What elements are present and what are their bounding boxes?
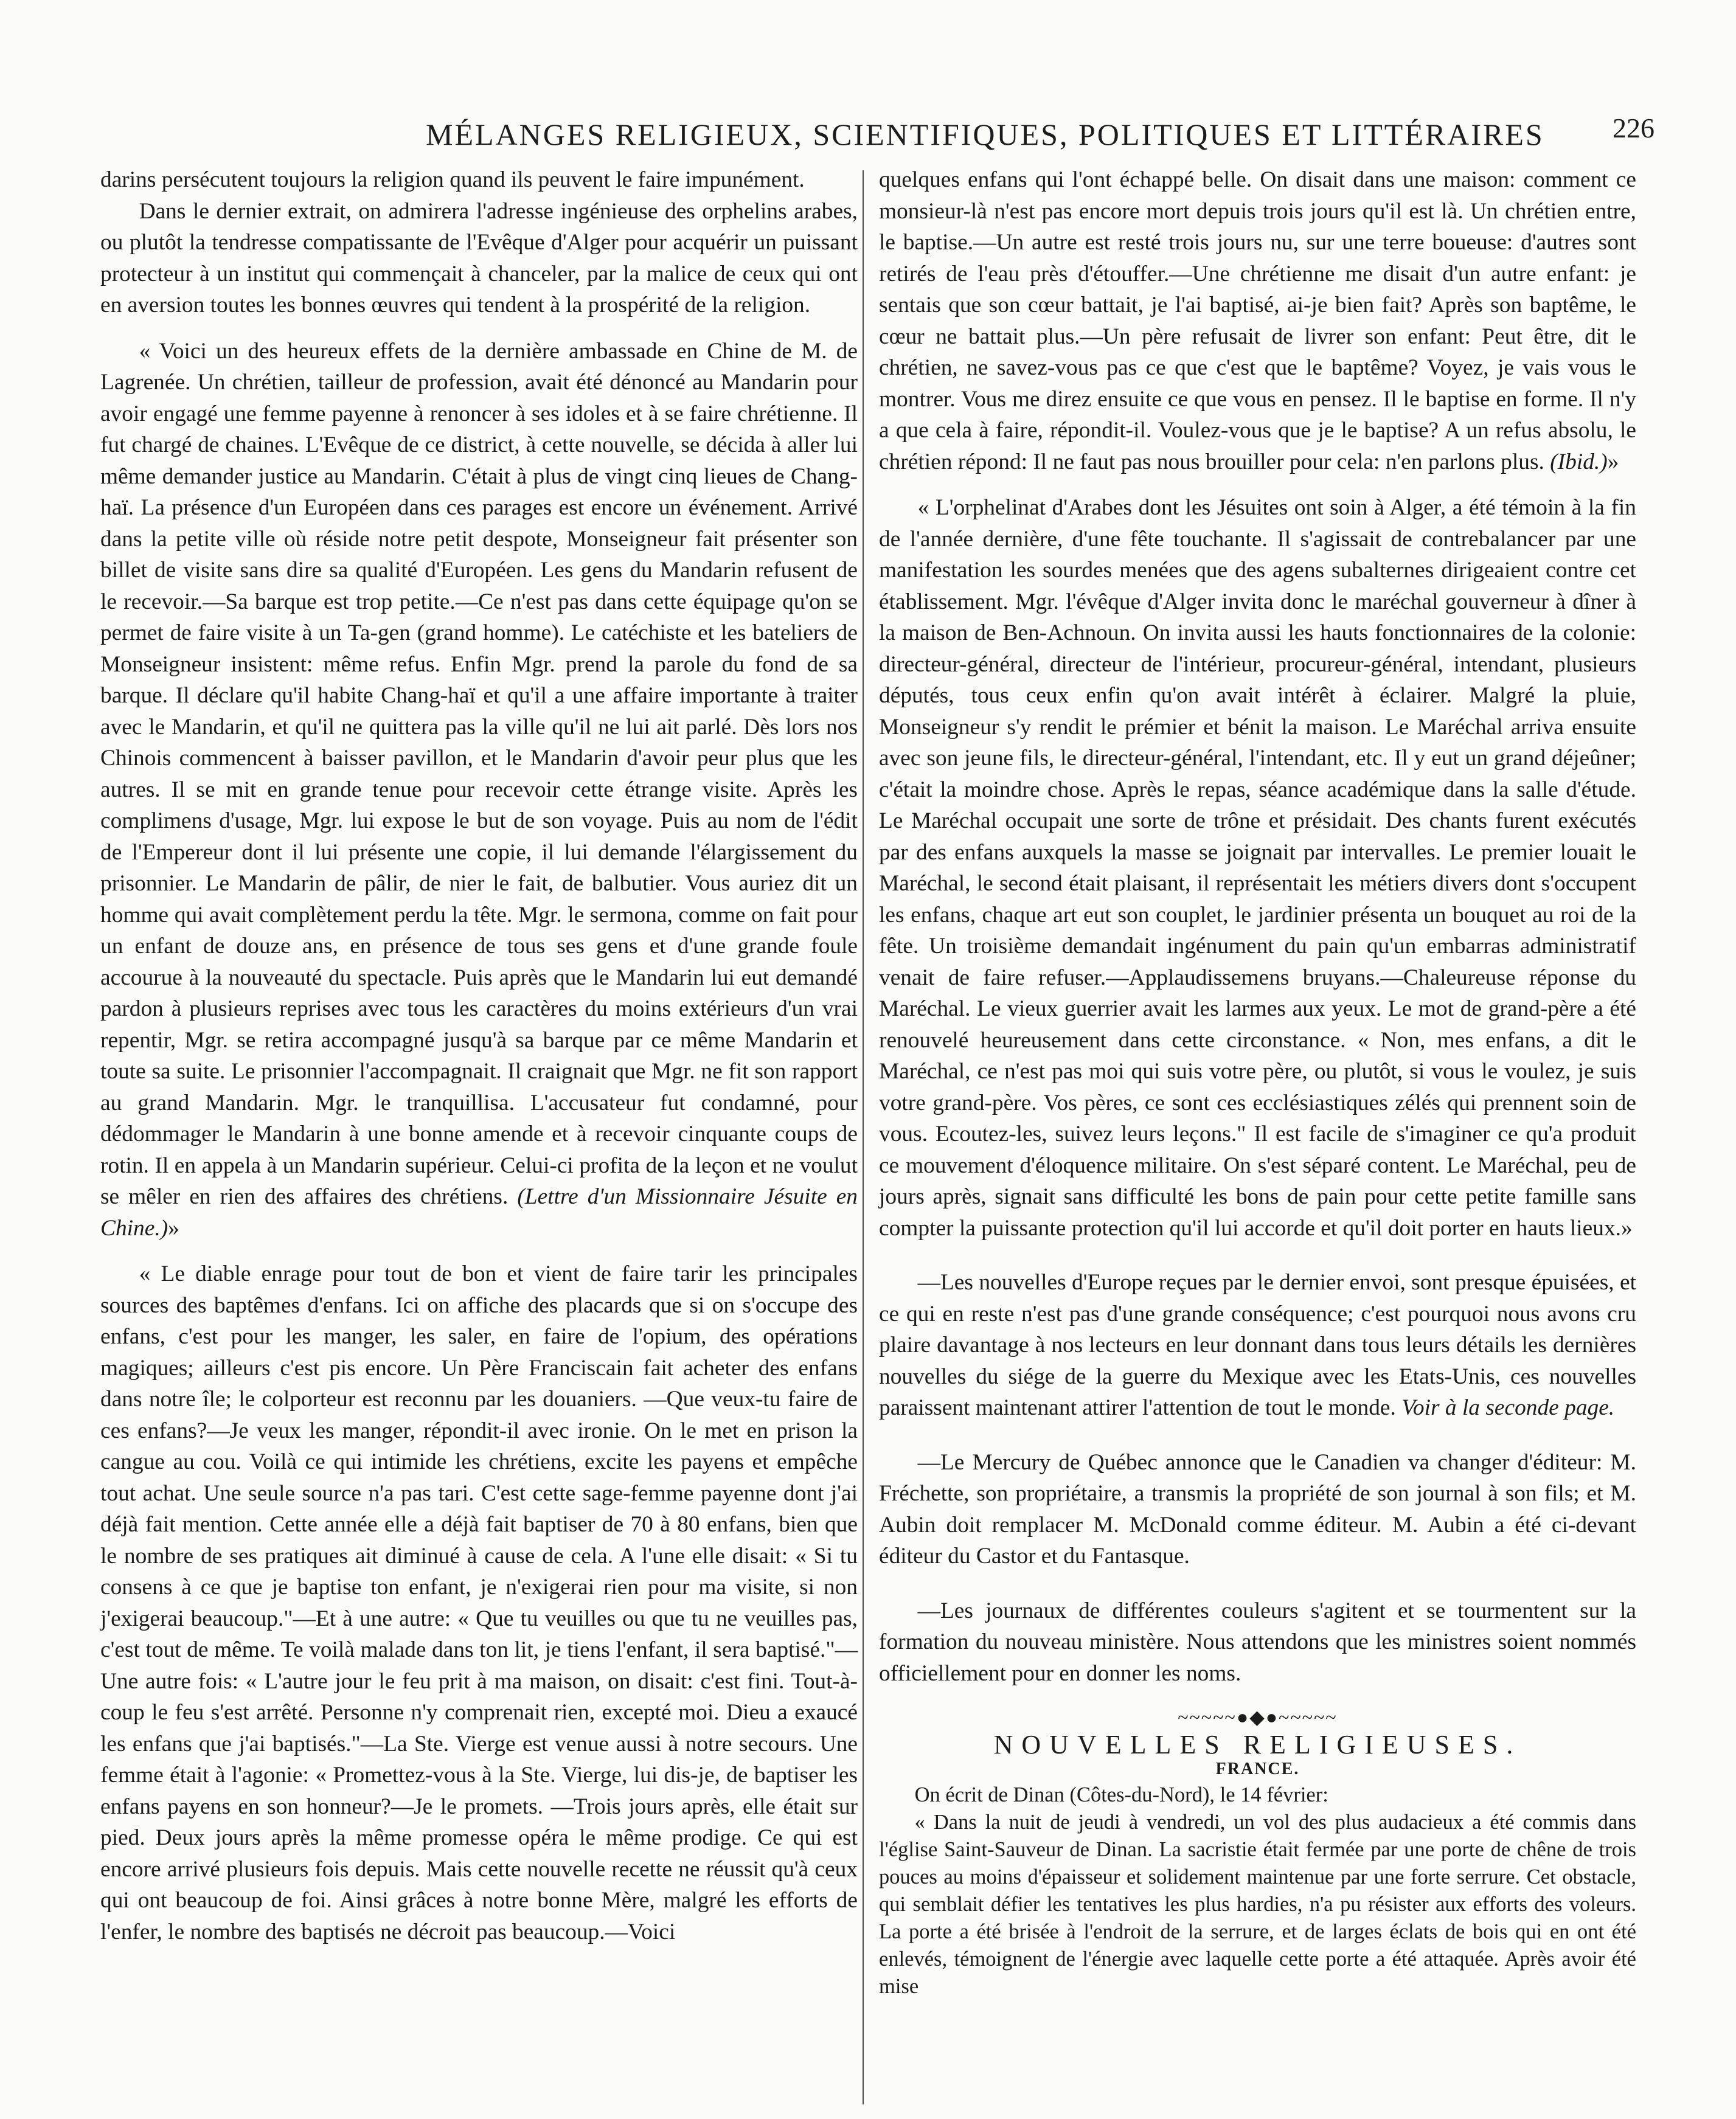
excerpt-text: quelques enfans qui l'ont échappé belle. On disait dans une maison: comment ce monsieur-là n'est pas encore mort depuis trois jours qu'il est là. Un chrétien entre, le baptise.—Un autre est resté trois jours nu, sur une terre boueuse: d'autres sont retirés de l'eau près d'étouffer.—Une chrétienne me disait d'un autre enfant: je sentais que son cœur battait, je l'ai baptisé, ai-je bien fait? Après son baptême, le cœur ne battait plus.—Un père refusait de livrer son enfant: Peut être, dit le chrétien, ne savez-vous pas ce que c'est que le baptême? Voyez, je vais vous le montrer. Vous me direz ensuite ce que vous en pensez. Il le baptise en forme. Il n'y a que cela à faire, répondit-il. Voulez-vous que je le baptise? A un refus absolu, le chrétien répond: Il ne faut pas nous brouiller pour cela: n'en parlons plus. [879,167,1636,474]
excerpt-source: (Lettre d'un Missionnaire Jésuite en Chine.) [100,1184,858,1241]
china-ambassade-excerpt [100,336,858,1244]
section-ornament: ~~~~~●◆●~~~~~ [1178,1706,1338,1728]
baptism-excerpt: « Le diable enrage pour tout de bon et vient de faire tarir les principales sources des baptêmes d'enfans. Ici on affiche des placards que si on s'occupe des enfans, c'est pour les manger, les saler, en faire de l'opium, des opérations magiques; ailleurs c'est pis encore. Un Père Franciscain fait acheter des enfans dans notre île; le colporteur est reconnu par les douaniers. —Que veux-tu faire de ces enfans?—Je veux les manger, répondit-il avec ironie. On le met en prison la cangue au cou. Voilà ce qui intimide les chrétiens, excite les payens et empêche tout achat. Une seule source n'a pas tari. C'est cette sage-femme payenne dont j'ai déjà fait mention. Cette année elle a déjà fait baptiser de 70 à 80 enfans, bien que le nombre de ses pratiques ait diminué à cause de cela. A l'une elle disait: « Si tu consens à ce que je baptise ton enfant, je n'exigerai rien pour ma visite, si non j'exigerai beaucoup."—Et à une autre: « Que tu veuilles ou que tu ne veuilles pas, c'est tout de même. Te voilà malade dans ton lit, je tiens l'enfant, il sera baptisé."—Une autre fois: « L'autre jour le feu prit à ma maison, on disait: c'est fini. Tout-à-coup le feu s'est arrêté. Personne n'y comprenait rien, excepté moi. Dieu a exaucé les enfans que j'ai baptisés."—La Ste. Vierge est venue aussi à notre secours. Une femme était à l'agonie: « Promettez-vous à la Ste. Vierge, lui dis-je, de baptiser les enfans payens en son honneur?—Je le promets. —Trois jours après, elle était sur pied. Deux jours après la même promesse opéra le même prodige. Ce qui est encore arrivé plusieurs fois depuis. Mais cette nouvelle recette ne réussit qu'à ceux qui ont beaucoup de foi. Ainsi grâces à notre bonne Mère, malgré les efforts de l'enfer, le nombre des baptisés ne décroit pas beaucoup.—Voici [100,1261,858,1944]
closing-quote: » [1607,449,1619,474]
see-page-reference: Voir à la seconde page. [1401,1395,1615,1420]
editorial-note: Dans le dernier extrait, on admirera l'adresse ingénieuse des orphelins arabes, ou plutôt la tendresse compatissante de l'Evêque d'Alger pour acquérir un puissant protecteur à un institut qui commençait à chanceler, par la malice de ceux qui ont en aversion toutes les bonnes œuvres qui tendent à la prospérité de la religion. [100,198,858,317]
article-continuation: darins persécutent toujours la religion quand ils peuvent le faire impunément. [100,167,805,192]
running-title: MÉLANGES RELIGIEUX, SCIENTIFIQUES, POLITIQUES ET LITTÉRAIRES [426,117,1544,151]
note-text: —Les nouvelles d'Europe reçues par le dernier envoi, sont presque épuisées, et ce qui en reste n'est pas d'une grande conséquence; c'est pourquoi nous avons cru plaire davantage à nos lecteurs en leur donnant dans tous leurs détails les dernières nouvelles du siége de la guerre du Mexique avec les Etats-Unis, ces nouvelles paraissent maintenant attirer l'attention de tout le monde. [879,1270,1636,1420]
country-heading: FRANCE. [1215,1760,1300,1778]
algiers-orphanage-excerpt: « L'orphelinat d'Arabes dont les Jésuites ont soin à Alger, a été témoin à la fin de l'année dernière, d'une fête touchante. Il s'agissait de contrebalancer par une manifestation les sourdes menées que des agens subalternes dirigeaient contre cet établissement. Mgr. l'évêque d'Alger invita donc le maréchal gouverneur à dîner à la maison de Ben-Achnoun. On invita aussi les hauts fonctionnaires de la colonie: directeur-général, directeur de l'intérieur, procureur-général, intendant, plusieurs députés, tous ceux enfin qu'on avait intérêt à éclairer. Malgré la pluie, Monseigneur s'y rendit le prémier et bénit la maison. Le Maréchal arriva ensuite avec son jeune fils, le directeur-général, l'intendant, etc. Il y eut un grand déjeûner; c'était la moindre chose. Après le repas, séance académique dans la salle d'étude. Le Maréchal occupait une sorte de trône et présidait. Des chants furent exécutés par des enfans auxquels la masse se joignait par intervalles. Le premier louait le Maréchal, le second était plaisant, il représentait les métiers divers dont s'occupent les enfans, chaque art eut son couplet, le jardinier présenta un bouquet au roi de la fête. Un troisième demandait ingénument du pain qu'un embarras administratif venait de faire refuser.—Applaudissemens bruyans.—Chaleureuse réponse du Maréchal. Le vieux guerrier avait les larmes aux yeux. Le mot de grand-père a été renouvelé heureusement dans cette circonstance. « Non, mes enfans, a dit le Maréchal, ce n'est pas moi qui suis votre père, ou plutôt, si vous le voulez, je suis votre grand-père. Vos pères, ce sont ces ecclésiastiques zélés qui prennent soin de vous. Ecoutez-les, suivez leurs leçons." Il est facile de s'imaginer ce qu'a produit ce mouvement d'éloquence militaire. On s'est séparé content. Le Maréchal, peu de jours après, signait sans difficulté les bons de pain pour cette petite famille sans compter la puissante protection qu'il lui accorde et qu'il doit porter en hauts lieux.» [879,495,1636,1241]
excerpt-source: (Ibid.) [1550,449,1608,474]
dateline: On écrit de Dinan (Côtes-du-Nord), le 14 février: [914,1783,1328,1806]
closing-quote: » [168,1215,179,1241]
excerpt-text: « Voici un des heureux effets de la dernière ambassade en Chine de M. de Lagrenée. Un chrétien, tailleur de profession, avait été dénoncé au Mandarin pour avoir engagé une femme payenne à renoncer à ses idoles et à se faire chrétienne. Il fut chargé de chaines. L'Evêque de ce district, à cette nouvelle, se décida à aller lui même demander justice au Mandarin. C'était à plus de vingt cinq lieues de Chang-haï. La présence d'un Européen dans ces parages est encore un événement. Arrivé dans la petite ville où réside notre petit despote, Monseigneur fait présenter son billet de visite sans dire sa qualité d'Européen. Les gens du Mandarin refusent de le recevoir.—Sa barque est trop petite.—Ce n'est pas dans cette équipage qu'on se permet de faire visite à un Ta-gen (grand homme). Le catéchiste et les bateliers de Monseigneur insistent: même refus. Enfin Mgr. prend la parole du fond de sa barque. Il déclare qu'il habite Chang-haï et qu'il a une affaire importante à traiter avec le Mandarin, et qu'il ne quittera pas la ville qu'il ne lui ait parlé. Dès lors nos Chinois commencent à baisser pavillon, et le Mandarin d'avoir peur plus que les autres. Il se mit en grande tenue pour recevoir cette étrange visite. Après les complimens d'usage, Mgr. lui expose le but de son voyage. Puis au nom de l'édit de l'Empereur dont il lui présente une copie, il lui demande l'élargissement du prisonnier. Le Mandarin de pâlir, de nier le fait, de balbutier. Vous auriez dit un homme qui avait complètement perdu la tête. Mgr. le sermona, comme on fait pour un enfant de douze ans, en présence de tous ses gens et d'une grande foule accourue à la nouveauté du spectacle. Puis après que le Mandarin lui eut demandé pardon à plusieurs reprises avec tous les caractères du moins extérieurs d'un vrai repentir, Mgr. se retira accompagné jusqu'à sa barque par ce même Mandarin et toute sa suite. Le prisonnier l'accompagnait. Il craignait que Mgr. ne fit son rapport au grand Mandarin. Mgr. le tranquillisa. L'accusateur fut condamné, pour dédommager le Mandarin à une bonne amende et à recevoir cinquante coups de rotin. Il en appela à un Mandarin supérieur. Celui-ci profita de la leçon et ne voulut se mêler en rien des affaires des chrétiens. [100,338,858,1209]
column-divider [863,170,864,2104]
page-number: 226 [1613,113,1654,144]
dinan-theft-report: « Dans la nuit de jeudi à vendredi, un vol des plus audacieux a été commis dans l'église Saint-Sauveur de Dinan. La sacristie était fermée par une porte de chêne de trois pouces au moins d'épaisseur et solidement maintenue par une forte serrure. Cet obstacle, qui semblait défier les tentatives les plus hardies, n'a pu résister aux efforts des voleurs. La porte a été brisée à l'endroit de la serrure, et de larges éclats de bois qui en ont été enlevés, témoignent de l'énergie avec laquelle cette porte a été attaquée. Après avoir été mise [879,1811,1636,1998]
ministry-note: —Les journaux de différentes couleurs s'agitent et se tourmentent sur la formation du nouveau ministère. Nous attendons que les ministres soient nommés officiellement pour en donner les noms. [879,1598,1636,1686]
section-title: NOUVELLES RELIGIEUSES. [993,1730,1522,1760]
right-column [879,164,1636,2000]
left-column [100,164,858,1947]
page-header [97,103,1654,158]
baptism-excerpt-continued [879,164,1636,477]
europe-news-note [879,1267,1636,1424]
mercury-note: —Le Mercury de Québec annonce que le Canadien va changer d'éditeur: M. Fréchette, son propriétaire, a transmis la propriété de son journal à son fils; et M. Aubin doit remplacer M. McDonald comme éditeur. M. Aubin a été ci-devant éditeur du Castor et du Fantasque. [879,1449,1636,1569]
